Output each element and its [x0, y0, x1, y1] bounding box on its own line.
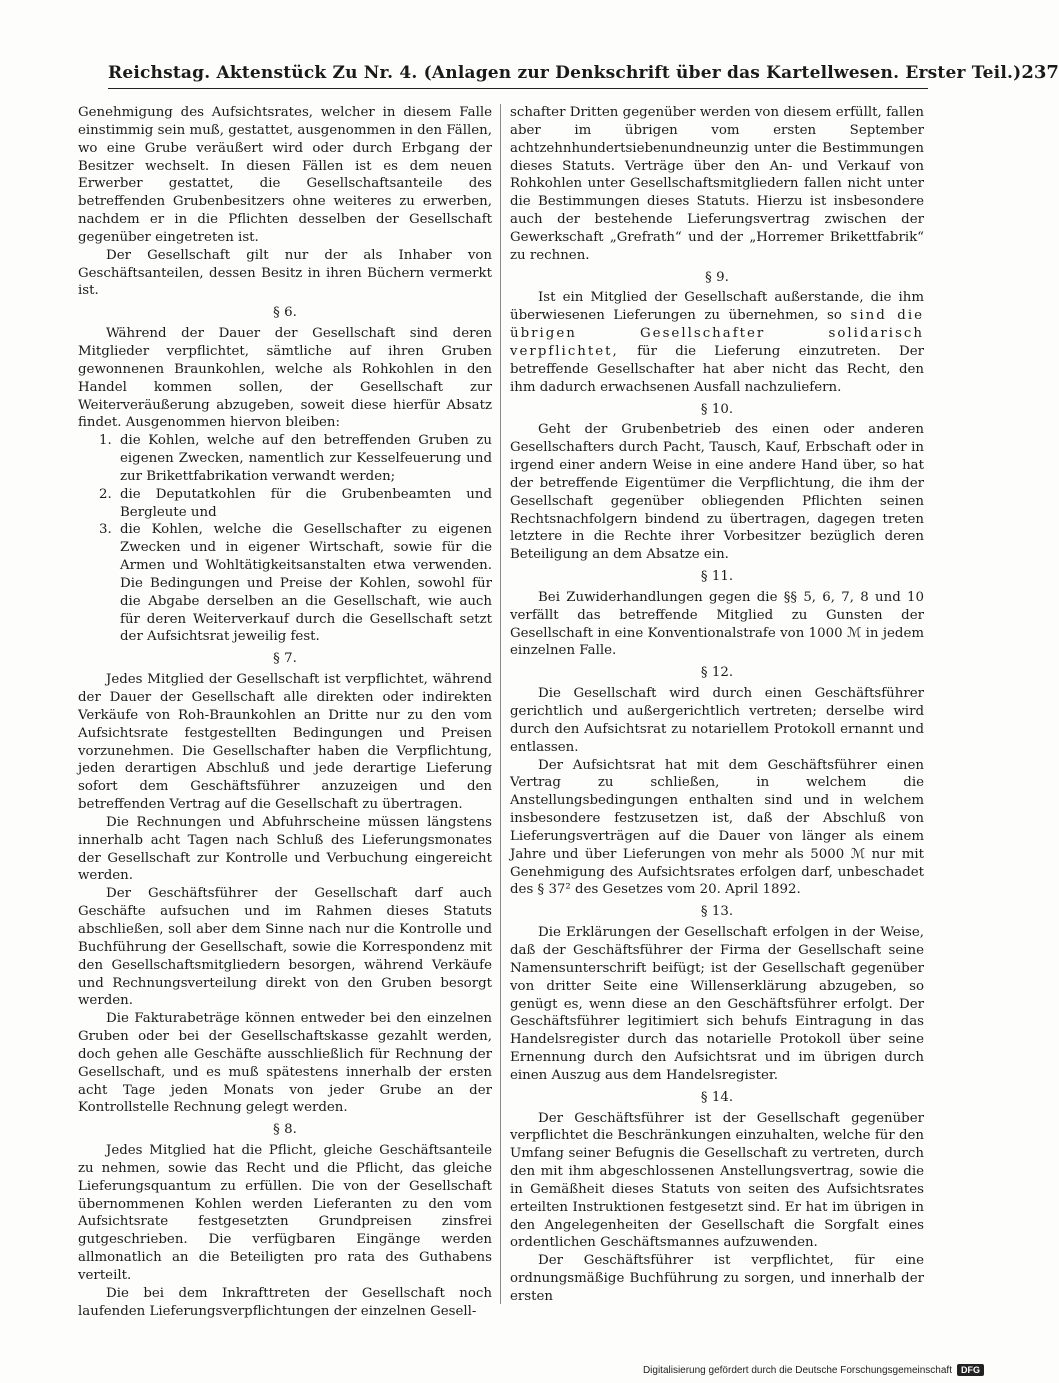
footer-text: Digitalisierung gefördert durch die Deutsche Forschungsgemeinschaft [642, 1364, 952, 1376]
paragraph: Bei Zuwiderhandlungen gegen die §§ 5, 6, 7, 8 und 10 verfällt das betreffende Mitglied zu Gunsten der Gesellschaft in eine Konventionalstrafe von 1000 ℳ in jedem einzelnen Falle. [510, 589, 924, 659]
list-item: 3. die Kohlen, welche die Gesellschafter zu eigenen Zwecken und in eigener Wirtschaft, sowie für die Armen und Wohltätigkeitsanstalten etwa verwenden. Die Bedingungen und Preise der Kohlen, sowohl für die Abgabe derselben an die Gesellschaft, wie auch für deren Weiterverkauf durch die Gesellschaft setzt der Aufsichtsrat jeweilig fest. [116, 521, 492, 646]
digitization-footer [643, 1364, 984, 1376]
section-heading-11: § 11. [700, 569, 734, 585]
exceptions-list [78, 432, 492, 646]
paragraph [510, 289, 924, 396]
paragraph: Der Gesellschaft gilt nur der als Inhaber von Geschäftsanteilen, dessen Besitz in ihren Büchern vermerkt ist. [78, 247, 492, 299]
paragraph: Der Geschäftsführer ist verpflichtet, für eine ordnungsmäßige Buchführung zu sorgen, und innerhalb der ersten [510, 1253, 924, 1304]
paragraph: Die Fakturabeträge können entweder bei den einzelnen Gruben oder bei der Gesellschaftskasse gezahlt werden, doch gehen alle Geschäfte ausschließlich für Rechnung der Gesellschaft, und es muß spätestens innerhalb der ersten acht Tage jeden Monats von jeder Grube an der Kontrollstelle Rechnung gelegt werden. [78, 1011, 492, 1116]
emphasized-text: sind die übrigen Gesellschafter solidarisch verpflichtet, [510, 308, 925, 359]
text-run: für die Lieferung einzutreten. Der betreffende Gesellschafter hat aber nicht das Recht, den ihm dadurch erwachsenen Ausfall nachzuliefern. [510, 343, 924, 395]
section-heading-6: § 6. [273, 305, 297, 321]
paragraph: Der Geschäftsführer ist der Gesellschaft gegenüber verpflichtet die Beschränkungen einzuhalten, welche für den Umfang seiner Befugnis die Gesellschaft zu vertreten, durch den mit ihm abgeschlossenen Anstellungsvertrag, sowie die in Gemäßheit dieses Statuts von seiten des Aufsichtsrates erteilten Instruktionen festgesetzt sind. Er hat im übrigen in den Angelegenheiten der Gesellschaft die Sorgfalt eines ordentlichen Geschäftsmannes aufzuwenden. [510, 1110, 925, 1251]
running-header [108, 62, 1059, 89]
section-heading-10: § 10. [700, 401, 734, 417]
paragraph: Die bei dem Inkrafttreten der Gesellschaft noch laufenden Lieferungsverpflichtungen der einzelnen Gesell- [78, 1285, 492, 1319]
paragraph: Jedes Mitglied hat die Pflicht, gleiche Geschäftsanteile zu nehmen, sowie das Recht und die Pflicht, das gleiche Lieferungsquantum zu erfüllen. Die von der Gesellschaft übernommenen Kohlen werden Lieferanten zu den vom Aufsichtsrate festgesetzten Grundpreisen zinsfrei gutgeschrieben. Die verfügbaren Eingänge werden allmonatlich an die Beteiligten pro rata des Guthabens verteilt. [78, 1143, 492, 1283]
section-heading-13: § 13. [700, 904, 734, 920]
section-heading-7: § 7. [273, 651, 297, 667]
list-item: 1. die Kohlen, welche auf den betreffenden Gruben zu eigenen Zwecken, namentlich zur Kesselfeuerung und zur Brikettfabrikation verwandt werden; [116, 432, 492, 486]
paragraph: Der Geschäftsführer der Gesellschaft darf auch Geschäfte aufsuchen und im Rahmen dieses Statuts abschließen, soll aber dem Sinne nach nur die Kontrolle und Buchführung der Gesellschaft, sowie die Korrespondenz mit den Gesellschaftsmitgliedern besorgen, während Verkäufe und Rechnungsverteilung direkt von den Gruben besorgt werden. [78, 886, 492, 1009]
paragraph: Die Gesellschaft wird durch einen Geschäftsführer gerichtlich und außergerichtlich vertreten; derselbe wird durch den Aufsichtsrat zu notariellem Protokoll ernannt und entlassen. [510, 686, 924, 755]
right-column [510, 104, 924, 1306]
paragraph: Die Rechnungen und Abfuhrscheine müssen längstens innerhalb acht Tagen nach Schluß des Lieferungsmonates der Gesellschaft zur Kontrolle und Verbuchung eingereicht werden. [78, 814, 492, 884]
dfg-logo: DFG [957, 1364, 984, 1376]
section-heading-14: § 14. [700, 1089, 734, 1105]
column-divider [500, 104, 501, 1304]
paragraph: Während der Dauer der Gesellschaft sind deren Mitglieder verpflichtet, sämtliche auf ihren Gruben gewonnenen Braunkohlen, welche als Rohkohlen in den Handel kommen sollen, der Gesellschaft zur Weiterveräußerung abzugeben, soweit diese hierfür Absatz findet. Ausgenommen hiervon bleiben: [78, 326, 492, 431]
paragraph: Jedes Mitglied der Gesellschaft ist verpflichtet, während der Dauer der Gesellschaft alle direkten oder indirekten Verkäufe von Roh-Braunkohlen an Dritte nur zu den vom Aufsichtsrate festgestellten Bedingungen und Preisen vorzunehmen. Die Gesellschafter haben die Verpflichtung, jeden derartigen Abschluß und jede derartige Lieferung sofort dem Geschäftsführer anzuzeigen und den betreffenden Vertrag auf die Gesellschaft zu übertragen. [78, 672, 492, 813]
paragraph: Der Aufsichtsrat hat mit dem Geschäftsführer einen Vertrag zu schließen, in welchem die Anstellungsbedingungen enthalten sind und in welchem insbesondere festzusetzen ist, daß der Abschluß von Lieferungsverträgen auf die Dauer von länger als einem Jahre und über Lieferungen von mehr als 5000 ℳ nur mit Genehmigung des Aufsichtsrates erfolgen darf, unbeschadet des § 37² des Gesetzes vom 20. April 1892. [510, 757, 924, 898]
header-title: Reichstag. Aktenstück Zu Nr. 4. (Anlagen zur Denkschrift über das Kartellwesen. Erster Teil.) [108, 63, 1022, 83]
left-column [78, 104, 492, 1321]
text-run: Ist ein Mitglied der Gesellschaft außerstande, die ihm überwiesenen Lieferungen zu übernehmen, so [510, 290, 924, 324]
paragraph: Geht der Grubenbetrieb des einen oder anderen Gesellschafters durch Pacht, Tausch, Kauf, Erbschaft oder in irgend einer andern Weise in eine andere Hand über, so hat der betreffende Eigentümer die Verpflichtung, die ihm der Gesellschaft gegenüber obliegenden Pflichten seinen Rechtsnachfolgern bindend zu übertragen, dagegen treten letztere in die Rechte ihrer Vorbesitzer bezüglich deren Beteiligung an dem Absatze ein. [510, 422, 924, 563]
list-item: 2. die Deputatkohlen für die Grubenbeamten und Bergleute und [116, 486, 492, 522]
section-heading-8: § 8. [273, 1122, 297, 1138]
paragraph: schafter Dritten gegenüber werden von diesem erfüllt, fallen aber im übrigen vom ersten September achtzehnhundertsiebenundneunzig unter die Bestimmungen dieses Statuts. Verträge über den An- und Verkauf von Rohkohlen unter Gesellschaftsmitgliedern fallen nicht unter die Bestimmungen dieses Statuts. Hierzu ist insbesondere auch der bestehende Lieferungsvertrag zwischen der Gewerkschaft „Grefrath“ und der „Horremer Brikettfabrik“ zu rechnen. [510, 105, 924, 263]
paragraph: Die Erklärungen der Gesellschaft erfolgen in der Weise, daß der Geschäftsführer der Firma der Gesellschaft seine Namensunterschrift beifügt; ist der Gesellschaft gegenüber von dritter Seite eine Willenserklärung abzugeben, so genügt es, wenn diese an den Geschäftsführer erfolgt. Der Geschäftsführer legitimiert sich behufs Eintragung in das Handelsregister durch das notarielle Protokoll über seine Ernennung durch den Aufsichtsrat und im übrigen durch einen Auszug aus dem Handelsregister. [510, 925, 924, 1083]
paragraph: Genehmigung des Aufsichtsrates, welcher in diesem Falle einstimmig sein muß, gestattet, ausgenommen in den Fällen, wo eine Grube veräußert wird oder durch Erbgang der Besitzer wechselt. In diesen Fällen ist es dem neuen Erwerber gestattet, die Gesellschaftsanteile des betreffenden Grubenbesitzers ohne weiteres zu erwerben, nachdem er in die Pflichten desselben der Gesellschaft gegenüber eingetreten ist. [78, 105, 492, 245]
section-heading-12: § 12. [700, 665, 734, 681]
section-heading-9: § 9. [705, 269, 729, 285]
page-number: 237 [1021, 62, 1059, 83]
